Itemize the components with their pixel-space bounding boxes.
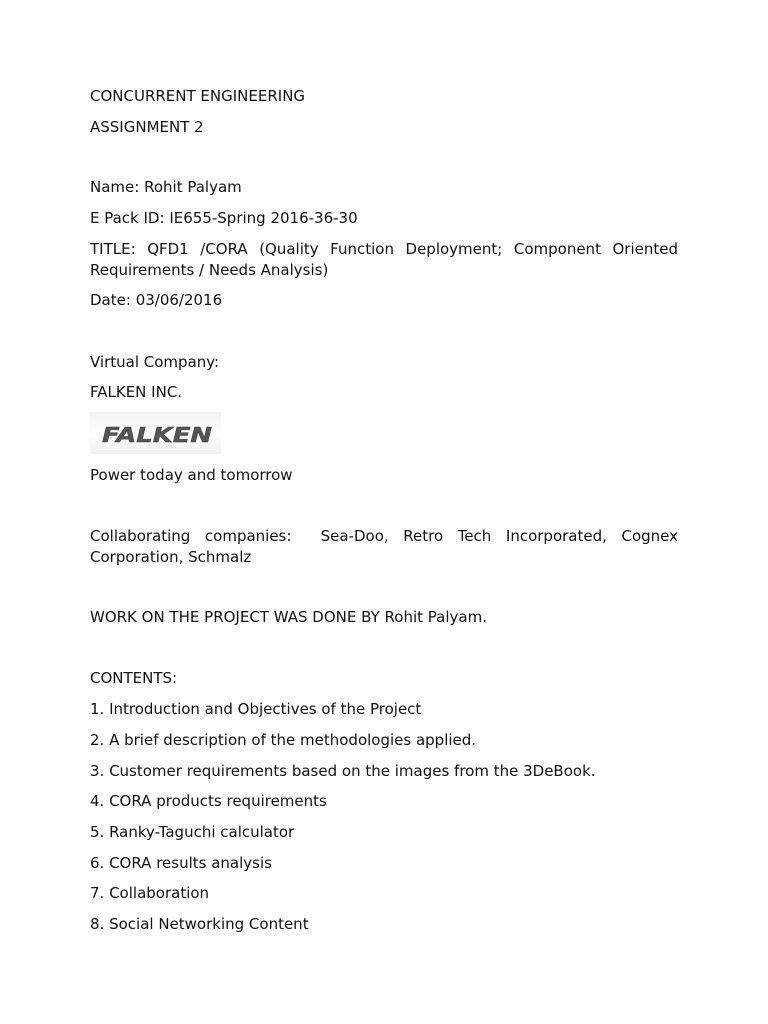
work-end: . (482, 608, 487, 626)
contents-item: 7. Collaboration (90, 884, 210, 902)
collaborating-label: Collaborating companies: (90, 527, 292, 545)
epack-label: E Pack ID: (90, 209, 165, 227)
falken-logo (90, 412, 221, 454)
date-label: Date: (90, 291, 131, 309)
collaborating-value: Sea-Doo, Retro Tech Incorporated, Cognex Corporation, Schmalz (90, 527, 678, 566)
contents-item: 4. CORA products requirements (90, 792, 327, 810)
logo-wordmark: FALKEN (102, 423, 213, 447)
date-value: 03/06/2016 (135, 291, 223, 309)
contents-item: 8. Social Networking Content (90, 915, 309, 933)
date-row (90, 290, 678, 311)
contents-item: 6. CORA results analysis (90, 854, 272, 872)
contents-item: 1. Introduction and Objectives of the Project (90, 700, 422, 718)
name-row (90, 177, 678, 198)
course-title: CONCURRENT ENGINEERING (90, 87, 306, 105)
epack-value: IE655-Spring 2016-36-30 (169, 209, 358, 227)
contents-item: 3. Customer requirements based on the images from the 3DeBook. (90, 762, 596, 780)
company-slogan: Power today and tomorrow (90, 466, 293, 484)
assignment-title: ASSIGNMENT 2 (90, 118, 204, 136)
contents-item: 5. Ranky-Taguchi calculator (90, 823, 295, 841)
title-row (90, 239, 678, 281)
work-text: WORK ON THE PROJECT WAS DONE BY Rohit Palyam (90, 608, 483, 626)
title-label: TITLE: (90, 240, 136, 258)
collaborating-companies (90, 526, 678, 568)
epack-row (90, 208, 678, 229)
name-value: Rohit Palyam (144, 178, 242, 196)
title-value: QFD1 /CORA (Quality Function Deployment; Component Oriented Requirements / Needs Analysis) (90, 240, 678, 279)
contents-item: 2. A brief description of the methodologies applied. (90, 731, 477, 749)
company-name: FALKEN INC. (90, 383, 183, 401)
name-label: Name: (90, 178, 140, 196)
contents-heading: CONTENTS: (90, 669, 178, 687)
work-statement (90, 607, 678, 628)
virtual-company-label: Virtual Company: (90, 353, 220, 371)
